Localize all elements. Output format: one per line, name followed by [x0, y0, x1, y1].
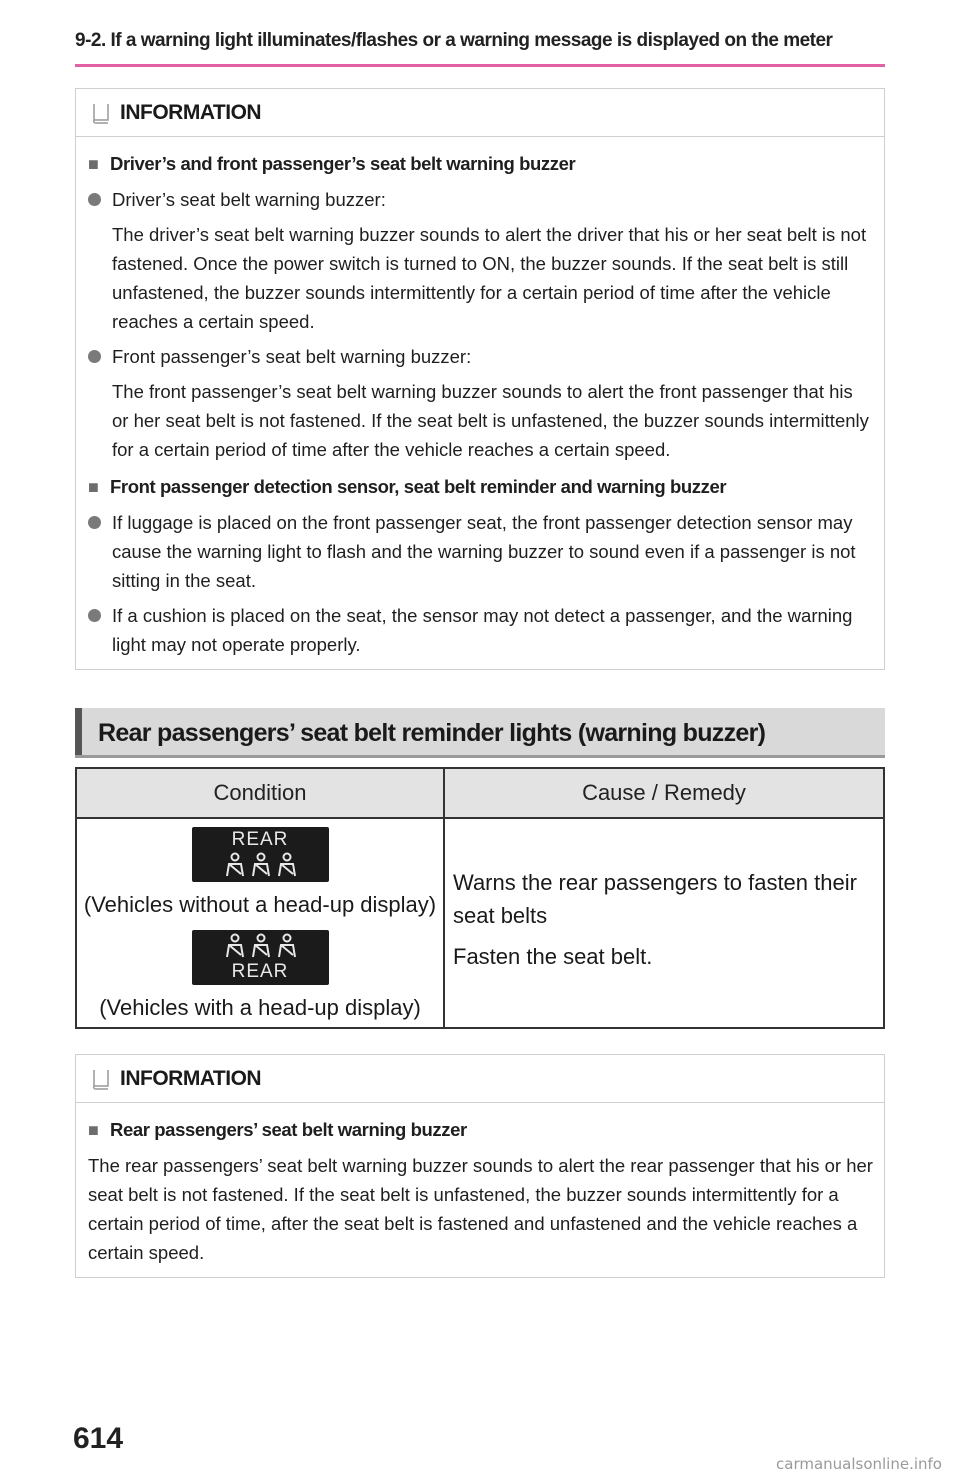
list-item: If luggage is placed on the front passenger seat, the front passenger detection sensor may cause the warning light to flash and the warning buzzer to sound even if a passenger is not sitting in the seat.: [88, 508, 874, 595]
paragraph: The driver’s seat belt warning buzzer sounds to alert the driver that his or her seat belt is not fastened. Once the power switch is turned to ON, the buzzer sounds. If the seat belt is still unfastened, the buzzer sounds intermittently for a certain period of time after the vehicle reaches a certain speed.: [112, 224, 867, 332]
condition-table: [75, 767, 885, 1029]
table-row: [76, 818, 884, 1028]
round-bullet-icon: [88, 193, 101, 206]
section-title: Rear passengers’ seat belt reminder lights (warning buzzer): [75, 708, 885, 758]
section-rule: [75, 755, 885, 758]
paragraph: The rear passengers’ seat belt warning buzzer sounds to alert the rear passenger that his or her seat belt is not fastened. If the seat belt is unfastened, the buzzer sounds intermittently for a certain period of time, after the seat belt is fastened and unfastened and the vehicle reaches a certain speed.: [88, 1155, 873, 1263]
remedy-text: Fasten the seat belt.: [453, 943, 653, 969]
subheading-seat-belt-buzzer: ■ Driver’s and front passenger’s seat belt warning buzzer: [88, 149, 874, 179]
information-header: [76, 89, 884, 137]
square-bullet-icon: ■: [88, 1120, 99, 1140]
round-bullet-icon: [88, 350, 101, 363]
column-header-condition: Condition: [76, 768, 444, 818]
seat-belt-passengers-icon: [222, 852, 300, 878]
square-bullet-icon: ■: [88, 154, 99, 174]
list-item: Driver’s seat belt warning buzzer:: [88, 185, 874, 214]
square-bullet-icon: ■: [88, 477, 99, 497]
rear-seat-belt-lamp-hud-icon: REAR: [192, 930, 329, 985]
watermark: carmanualsonline.info: [776, 1455, 942, 1473]
cause-text: Warns the rear passengers to fasten their seat belts: [453, 869, 857, 928]
subheading-passenger-sensor: ■ Front passenger detection sensor, seat belt reminder and warning buzzer: [88, 472, 874, 502]
list-item: If a cushion is placed on the seat, the sensor may not detect a passenger, and the warning light may not operate properly.: [88, 601, 874, 659]
round-bullet-icon: [88, 609, 101, 622]
condition-without-hud: (Vehicles without a head-up display): [83, 892, 437, 917]
column-header-cause: Cause / Remedy: [444, 768, 884, 818]
condition-with-hud: (Vehicles with a head-up display): [99, 995, 421, 1020]
seat-belt-passengers-icon: [222, 933, 300, 959]
table-header-row: [76, 768, 884, 818]
information-icon: [90, 1067, 112, 1091]
information-title: INFORMATION: [120, 1066, 262, 1090]
rear-seat-belt-lamp-icon: REAR: [192, 827, 329, 882]
page-number: 614: [73, 1422, 124, 1455]
information-box-2: [75, 1054, 885, 1278]
information-header: [76, 1055, 884, 1103]
running-header: 9-2. If a warning light illuminates/flashes or a warning message is displayed on the meter: [75, 30, 833, 51]
subheading-rear-buzzer: ■ Rear passengers’ seat belt warning buzzer: [88, 1115, 874, 1145]
round-bullet-icon: [88, 516, 101, 529]
header-rule: [75, 64, 885, 67]
information-icon: [90, 101, 112, 125]
cause-cell: [444, 818, 884, 1028]
condition-cell: [76, 818, 444, 1028]
list-item: Front passenger’s seat belt warning buzzer:: [88, 342, 874, 371]
information-title: INFORMATION: [120, 100, 262, 124]
information-box-1: [75, 88, 885, 670]
paragraph: The front passenger’s seat belt warning buzzer sounds to alert the front passenger that his or her seat belt is not fastened. If the seat belt is unfastened, the buzzer sounds intermittenly for a certain period of time after the vehicle reaches a certain speed.: [112, 381, 869, 460]
